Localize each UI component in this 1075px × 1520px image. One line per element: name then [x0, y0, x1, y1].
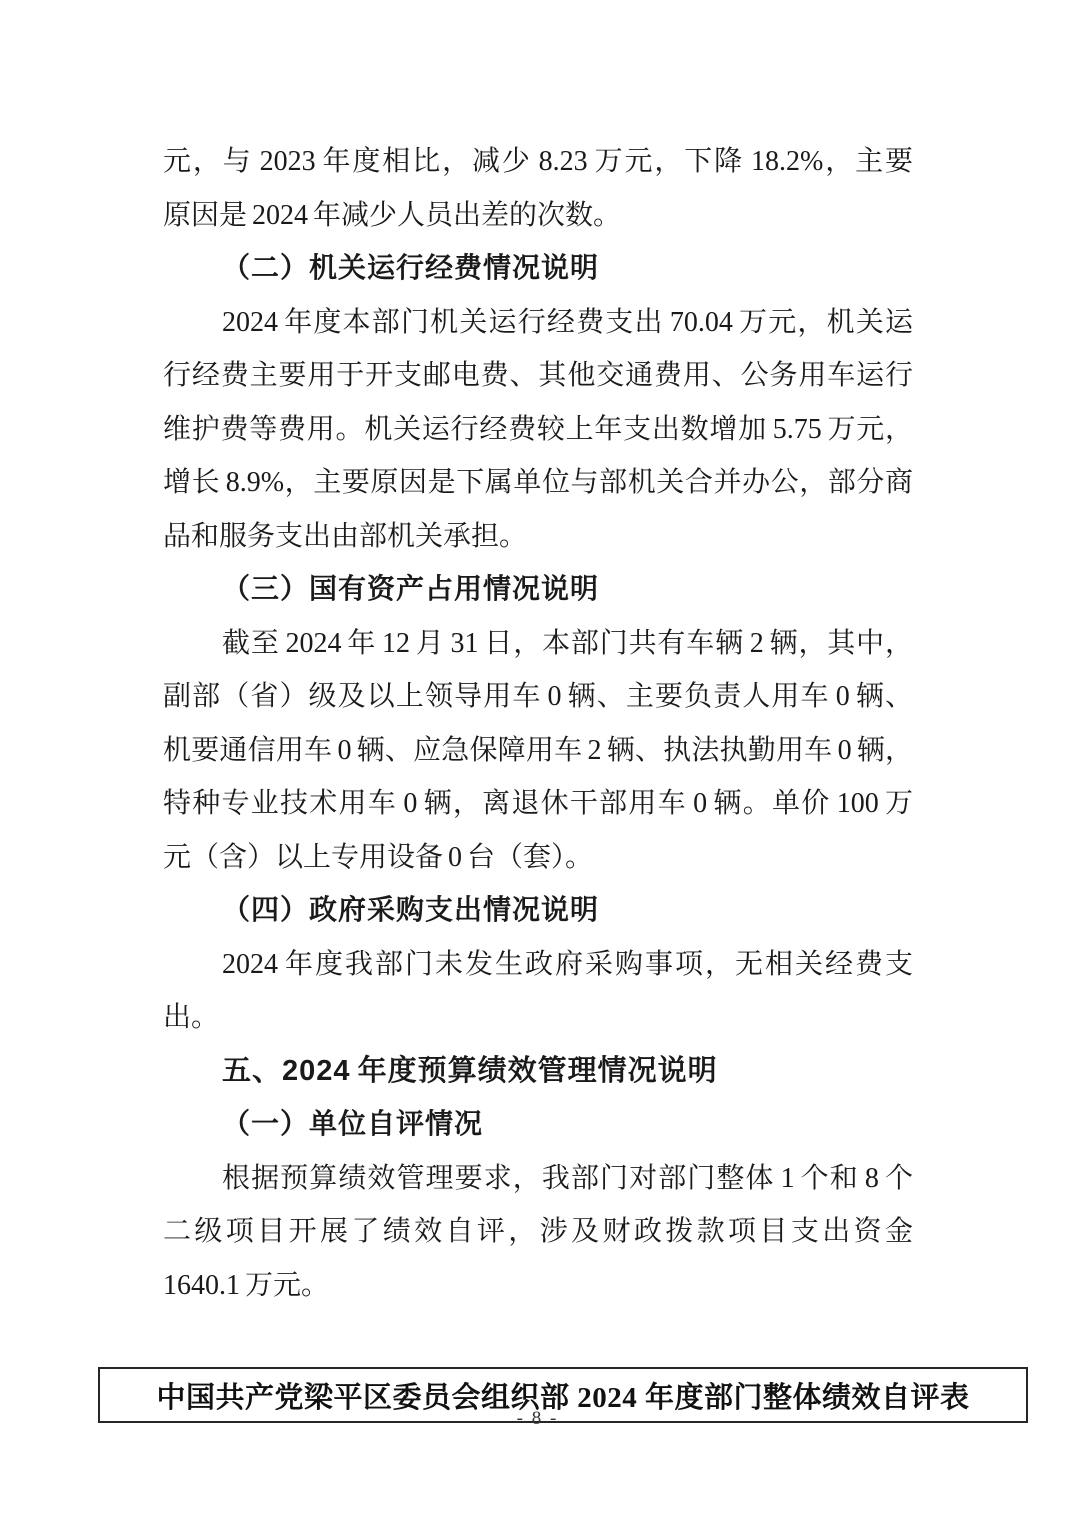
section-heading: （一）单位自评情况 — [222, 1109, 484, 1140]
text-line: 2024 年度本部门机关运行经费支出 70.04 万元，机关运 — [222, 306, 913, 338]
text-line: 机要通信用车 0 辆、应急保障用车 2 辆、执法执勤用车 0 辆， — [163, 734, 913, 766]
text-line: 元，与 2023 年度相比，减少 8.23 万元，下降 18.2%，主要 — [163, 146, 913, 177]
section-heading: （二）机关运行经费情况说明 — [222, 253, 600, 284]
section-heading: （四）政府采购支出情况说明 — [222, 895, 600, 926]
text-line: 出。 — [163, 1002, 220, 1033]
text-line: 维护费等费用。机关运行经费较上年支出数增加 5.75 万元， — [163, 413, 913, 445]
page-number: - 8 - — [516, 1408, 559, 1429]
chapter-heading: 五、2024 年度预算绩效管理情况说明 — [222, 1054, 718, 1087]
text-line: 元（含）以上专用设备 0 台（套）。 — [163, 841, 594, 873]
text-line: 1640.1 万元。 — [163, 1269, 330, 1301]
text-line: 特种专业技术用车 0 辆，离退休干部用车 0 辆。单价 100 万 — [163, 788, 913, 819]
text-line: 2024 年度我部门未发生政府采购事项，无相关经费支 — [222, 948, 913, 980]
text-line: 增长 8.9%，主要原因是下属单位与部机关合并办公，部分商 — [163, 467, 913, 498]
text-line: 行经费主要用于开支邮电费、其他交通费用、公务用车运行 — [163, 360, 913, 391]
text-line: 根据预算绩效管理要求，我部门对部门整体 1 个和 8 个 — [222, 1162, 913, 1194]
text-line: 截至 2024 年 12 月 31 日，本部门共有车辆 2 辆，其中， — [222, 627, 913, 659]
text-line: 品和服务支出由部机关承担。 — [163, 520, 528, 552]
text-line: 副部（省）级及以上领导用车 0 辆、主要负责人用车 0 辆、 — [163, 681, 913, 712]
text-line: 原因是 2024 年减少人员出差的次数。 — [163, 199, 622, 231]
text-line: 二级项目开展了绩效自评，涉及财政拨款项目支出资金 — [163, 1216, 913, 1247]
section-heading: （三）国有资产占用情况说明 — [222, 574, 600, 605]
document-body — [163, 135, 913, 1312]
footer-table-title: 中国共产党梁平区委员会组织部 2024 年度部门整体绩效自评表 — [156, 1381, 970, 1414]
